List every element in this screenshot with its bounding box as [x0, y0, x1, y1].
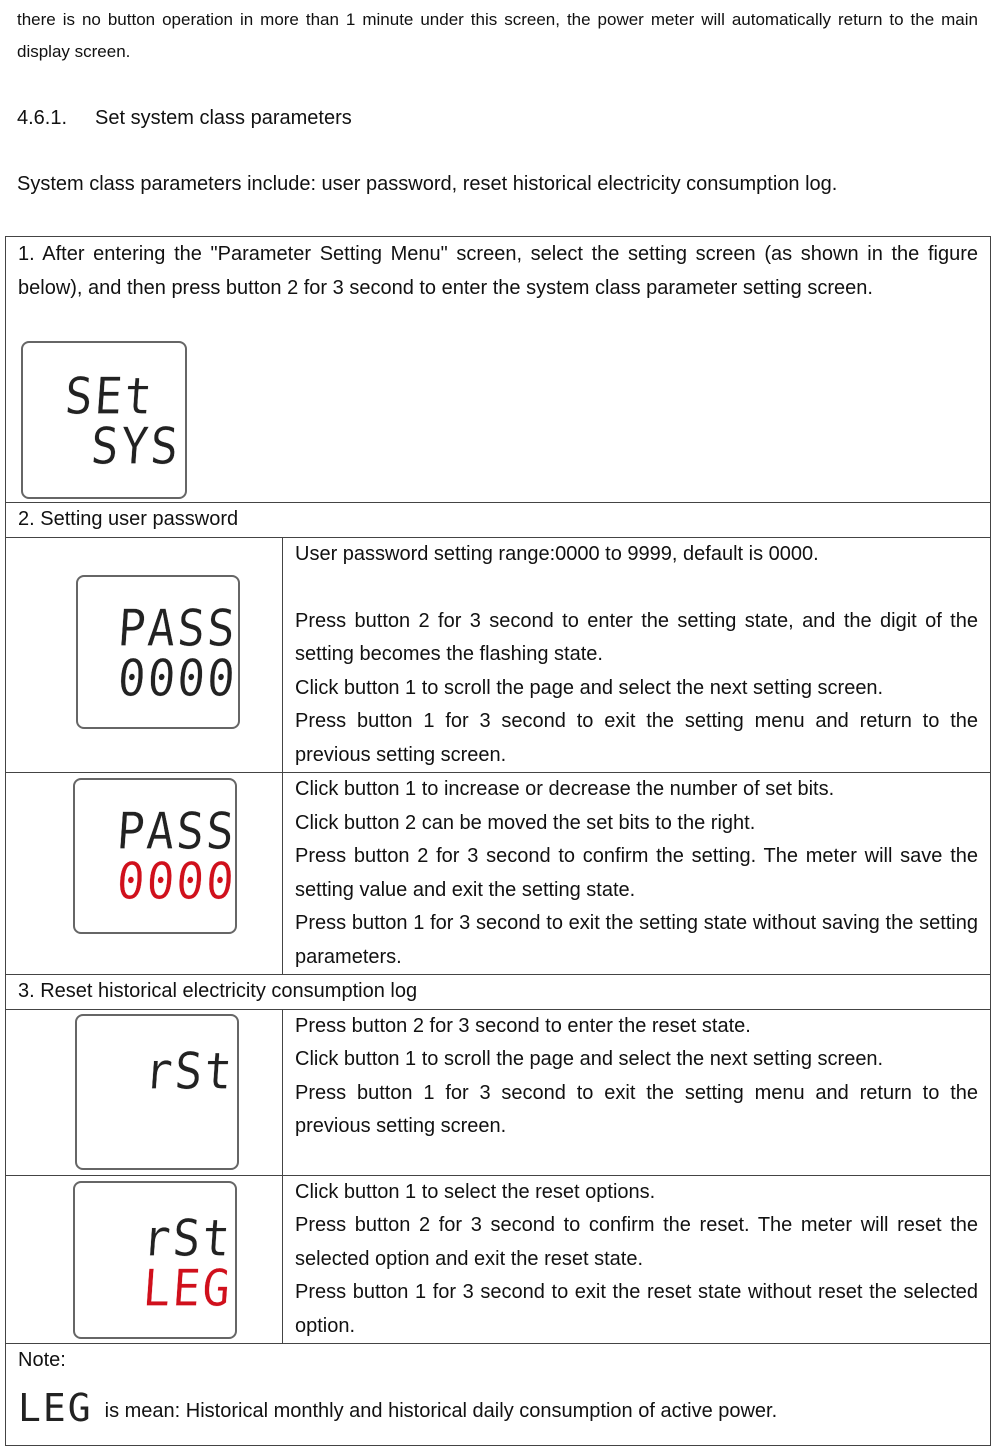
step3-row-a — [6, 1009, 991, 1175]
lcd-symbol-leg: LEG — [18, 1385, 93, 1430]
section-title: Set system class parameters — [95, 107, 352, 129]
text-line: Press button 1 for 3 second to exit the setting menu and return to the previous setting screen. — [295, 1081, 978, 1137]
text-line: Press button 2 for 3 second to enter the setting state, and the digit of the setting becomes the flashing state. — [295, 609, 978, 665]
text-line: Press button 1 for 3 second to exit the reset state without reset the selected option. — [295, 1281, 978, 1337]
step3-a-text-cell — [283, 1009, 991, 1175]
lcd-set-sys — [21, 341, 187, 499]
text-line: User password setting range:0000 to 9999, default is 0000. — [295, 543, 819, 565]
lcd-rst — [75, 1014, 239, 1170]
text-line: Press button 2 for 3 second to confirm the reset. The meter will reset the selected option and exit the reset state. — [295, 1214, 978, 1270]
spacer — [295, 572, 978, 605]
lcd-pass-editing — [73, 778, 237, 934]
note-cell — [6, 1344, 991, 1446]
step2-row-a — [6, 538, 991, 773]
lcd-line-1: rSt — [140, 1207, 235, 1268]
text-line: Click button 2 can be moved the set bits to the right. — [295, 811, 756, 834]
lcd-line-1: PASS — [115, 598, 239, 658]
step2-b-image-cell — [6, 773, 283, 975]
step2-header-row — [6, 503, 991, 538]
step2-a-image-cell — [6, 538, 283, 773]
lcd-line-2-selected: LEG — [140, 1257, 235, 1318]
step3-title: 3. Reset historical electricity consumption log — [6, 975, 991, 1010]
step3-header-row — [6, 975, 991, 1010]
text-line: Press button 2 for 3 second to enter the reset state. — [295, 1014, 751, 1037]
step3-row-b — [6, 1175, 991, 1344]
step3-a-image-cell — [6, 1009, 283, 1175]
step2-row-b — [6, 773, 991, 975]
section-heading — [17, 102, 978, 134]
text-line: Click button 1 to increase or decrease the number of set bits. — [295, 778, 835, 800]
text-line: Press button 2 for 3 second to confirm the setting. The meter will save the setting value and exit the setting state. — [295, 845, 978, 901]
parameter-table — [5, 236, 991, 1446]
note-text: is mean: Historical monthly and historical daily consumption of active power. — [104, 1399, 778, 1422]
step1-row — [6, 237, 991, 503]
step2-title: 2. Setting user password — [6, 503, 991, 538]
lcd-rst-leg — [73, 1181, 237, 1339]
text-line: Click button 1 to scroll the page and select the next setting screen. — [295, 1048, 884, 1070]
text-line: Click button 1 to select the reset options. — [295, 1180, 656, 1203]
lcd-line-2-flashing: 0000 — [114, 851, 238, 911]
step2-a-text-cell — [283, 538, 991, 773]
step3-b-image-cell — [6, 1175, 283, 1344]
section-number: 4.6.1. — [17, 107, 68, 129]
lcd-line-1: PASS — [114, 801, 238, 861]
lcd-line-1: SEt — [62, 366, 157, 426]
lcd-pass — [76, 575, 240, 729]
text-line: Press button 1 for 3 second to exit the setting state without saving the setting parameters. — [295, 912, 978, 968]
step1-text: 1. After entering the "Parameter Setting Menu" screen, select the setting screen (as shown in the figure below), and then press button 2 for 3 second to enter the system class parameter setting screen. — [18, 243, 978, 299]
note-body — [18, 1385, 978, 1430]
note-row — [6, 1344, 991, 1446]
step2-b-text-cell — [283, 773, 991, 975]
note-label: Note: — [18, 1349, 66, 1371]
text-line: Click button 1 to scroll the page and select the next setting screen. — [295, 676, 884, 699]
step3-b-text-cell — [283, 1175, 991, 1344]
text-line: Press button 1 for 3 second to exit the setting menu and return to the previous setting screen. — [295, 710, 978, 766]
summary-paragraph: System class parameters include: user password, reset historical electricity consumption log. — [17, 173, 838, 195]
step1-cell — [6, 237, 991, 503]
lcd-line-1: rSt — [142, 1040, 237, 1101]
lcd-line-2: 0000 — [115, 648, 239, 708]
intro-paragraph: there is no button operation in more than 1 minute under this screen, the power meter will automatically return to the main display screen. — [17, 10, 978, 61]
lcd-line-2: SYS — [88, 416, 183, 476]
